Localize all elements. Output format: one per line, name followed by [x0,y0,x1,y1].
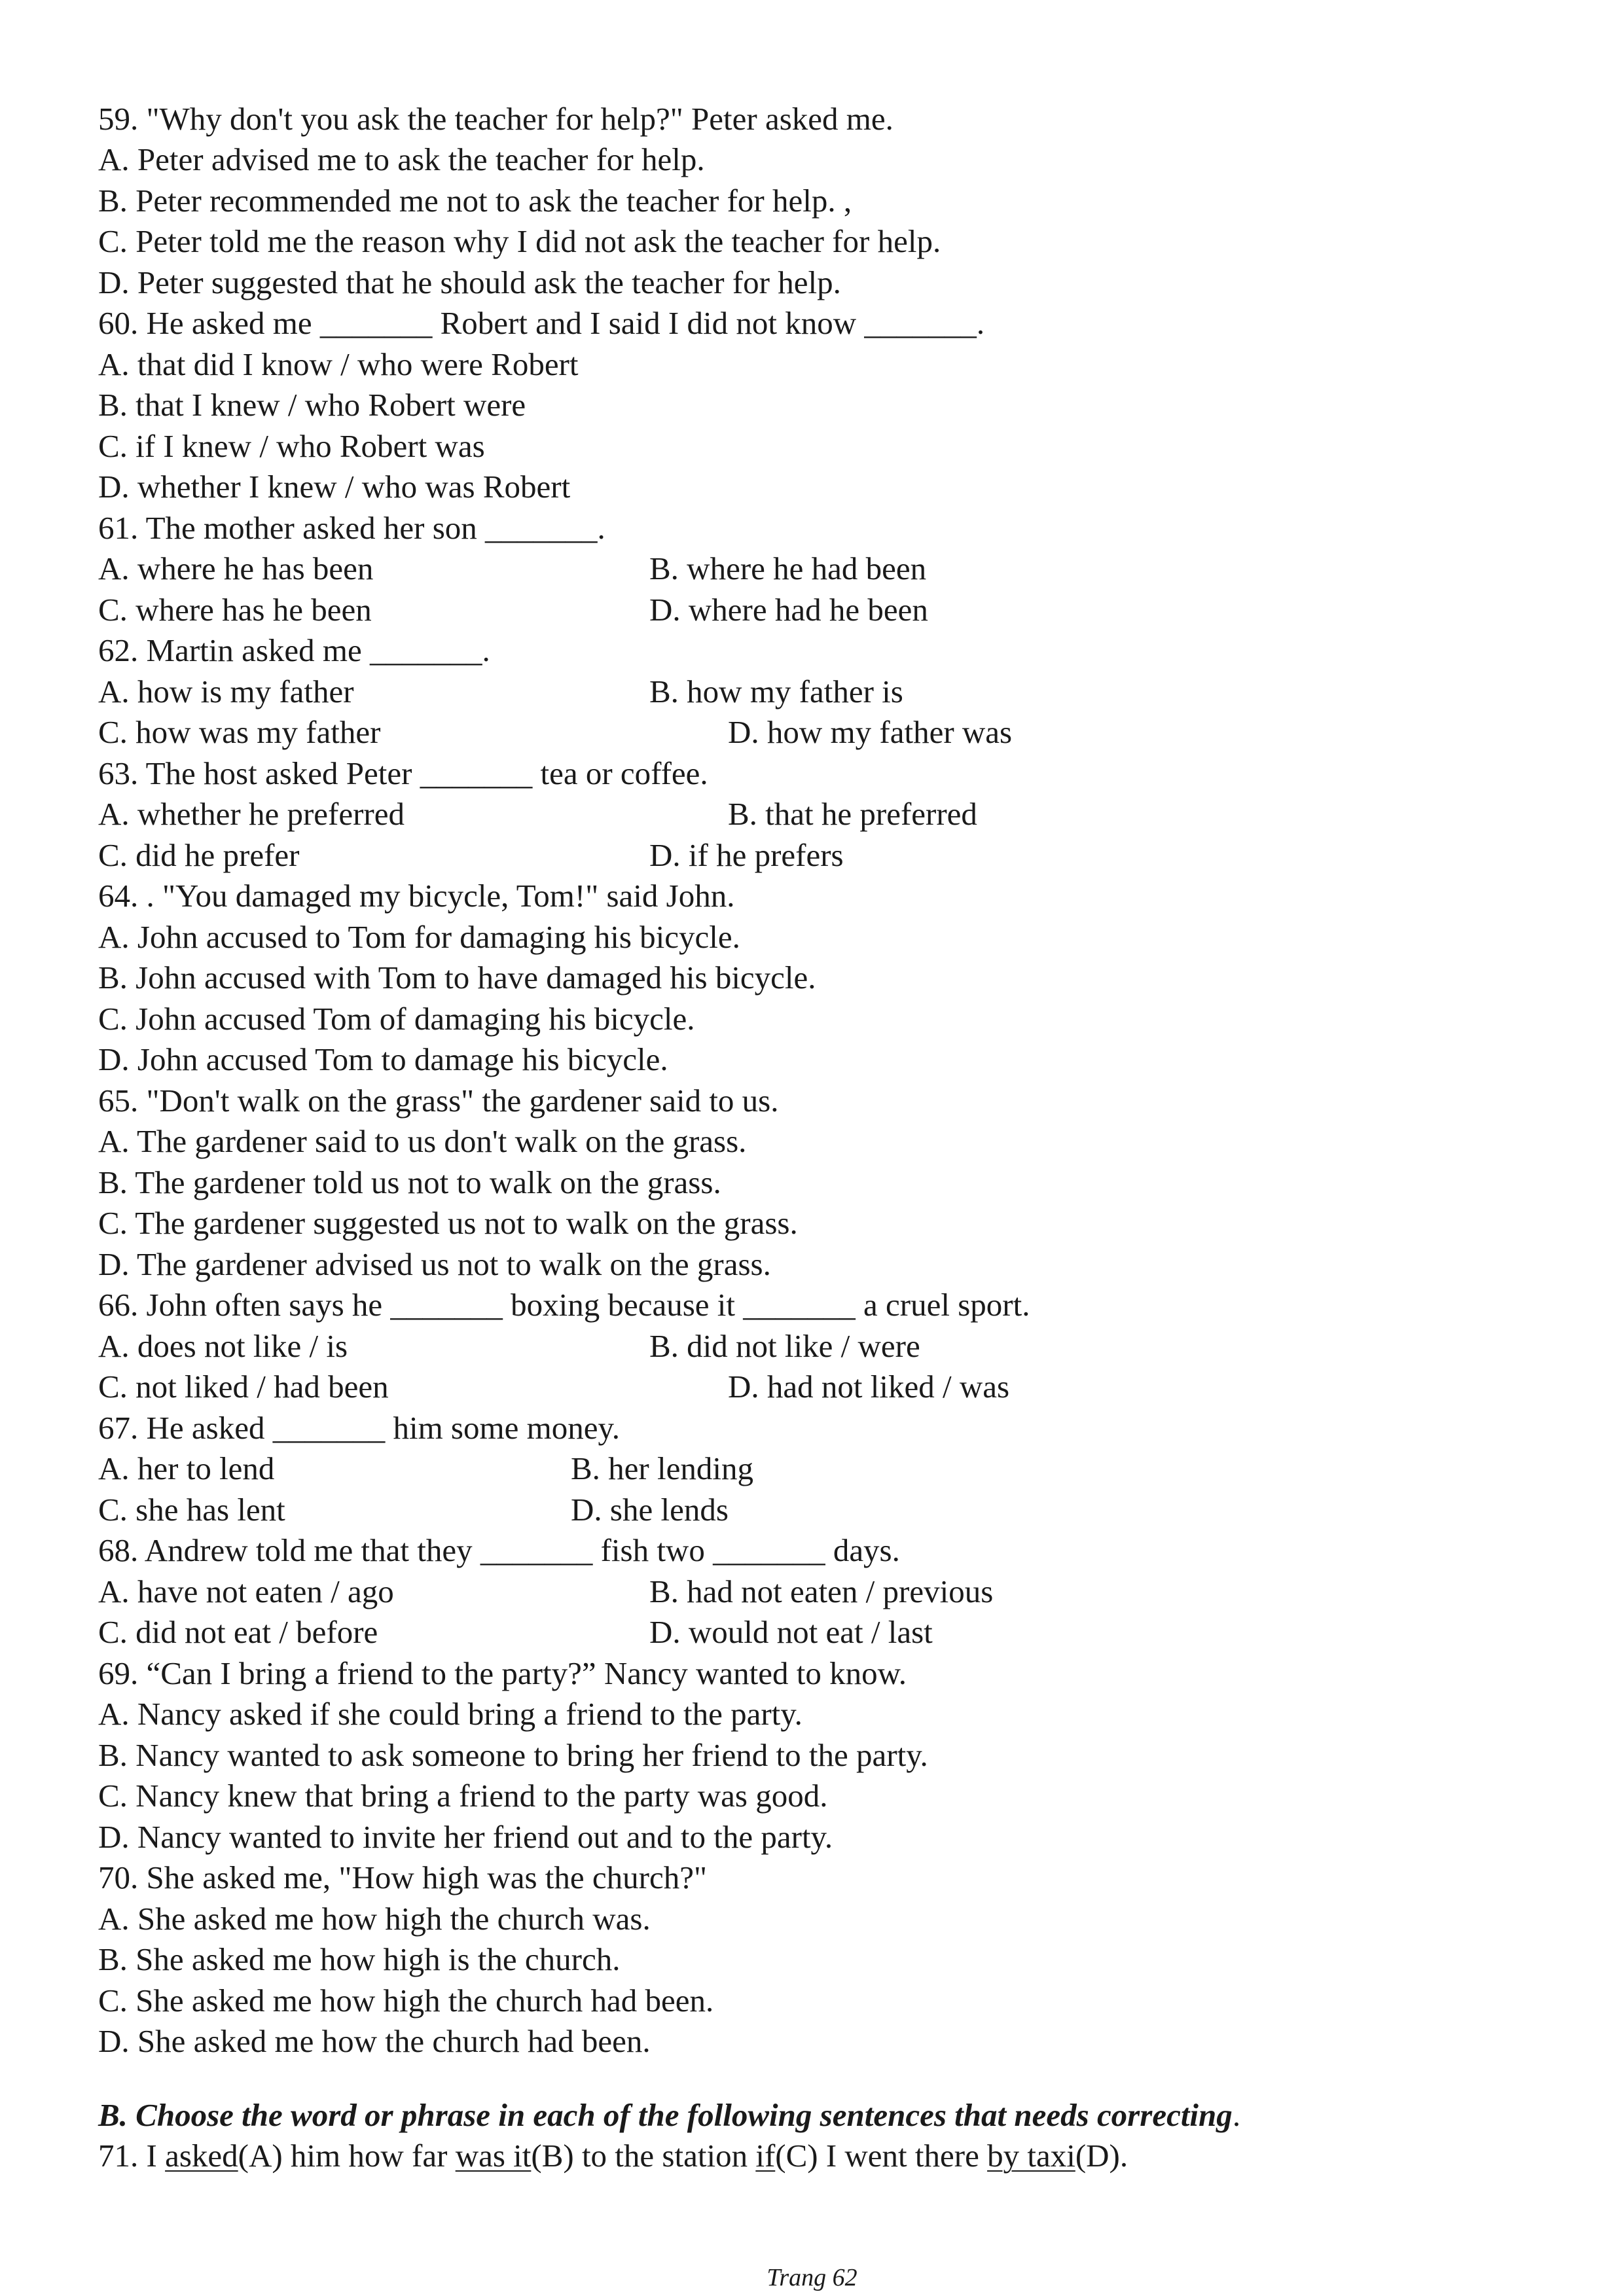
q71-text-after-c: (C) I went there [775,2138,988,2174]
q64-option-c: C. John accused Tom of damaging his bicycle. [98,1001,695,1037]
q70-option-a: A. She asked me how high the church was. [98,1901,651,1937]
q71-text-after-a: (A) him how far [238,2138,456,2174]
q62-option-a: A. how is my father [98,673,354,709]
q60-option-c: C. if I knew / who Robert was [98,428,485,464]
question-68-stem: 68. Andrew told me that they _______ fish two _______ days. [98,1532,900,1568]
q67-options-row-1 [98,1448,753,1489]
q60-option-b: B. that I knew / who Robert were [98,387,526,423]
q63-options-row-1 [98,794,977,834]
q68-option-d: D. would not eat / last [649,1614,933,1650]
q64-option-a: A. John accused to Tom for damaging his bicycle. [98,919,740,955]
question-64-stem: 64. . "You damaged my bicycle, Tom!" said John. [98,878,735,914]
q59-option-c: C. Peter told me the reason why I did not ask the teacher for help. [98,223,941,259]
q68-options-row-2 [98,1612,933,1653]
q61-options-row-2 [98,590,928,630]
q67-option-a: A. her to lend [98,1450,275,1486]
q63-option-c: C. did he prefer [98,837,300,873]
q67-options-row-2 [98,1490,729,1530]
q67-option-d: D. she lends [571,1492,729,1528]
q71-part-c: if [755,2138,776,2174]
q62-option-c: C. how was my father [98,714,381,750]
q71-part-d: by taxi [987,2138,1075,2174]
question-70-stem: 70. She asked me, "How high was the church?" [98,1859,707,1895]
q63-option-b: B. that he preferred [728,796,977,832]
q67-option-b: B. her lending [571,1450,753,1486]
q65-option-a: A. The gardener said to us don't walk on the grass. [98,1123,747,1159]
q70-option-b: B. She asked me how high is the church. [98,1941,621,1977]
q66-option-d: D. had not liked / was [728,1369,1010,1405]
q61-option-d: D. where had he been [649,592,928,628]
q65-option-c: C. The gardener suggested us not to walk on the grass. [98,1205,798,1241]
q69-option-a: A. Nancy asked if she could bring a friend to the party. [98,1696,803,1732]
q66-options-row-1 [98,1326,920,1367]
q67-option-c: C. she has lent [98,1492,285,1528]
section-b-heading [98,2095,1240,2136]
q71-text-after-b: (B) to the station [531,2138,756,2174]
q68-option-a: A. have not eaten / ago [98,1573,394,1609]
question-62-stem: 62. Martin asked me _______. [98,632,490,668]
q66-option-b: B. did not like / were [649,1328,920,1364]
question-66-stem: 66. John often says he _______ boxing because it _______ a cruel sport. [98,1287,1030,1323]
question-63-stem: 63. The host asked Peter _______ tea or coffee. [98,755,708,791]
section-b-heading-period: . [1232,2097,1241,2133]
q59-option-b: B. Peter recommended me not to ask the teacher for help. , [98,183,852,219]
q70-option-d: D. She asked me how the church had been. [98,2023,651,2059]
q63-options-row-2 [98,835,844,876]
q61-option-c: C. where has he been [98,592,372,628]
q61-option-a: A. where he has been [98,550,374,586]
question-67-stem: 67. He asked _______ him some money. [98,1410,621,1446]
q62-options-row-1 [98,672,903,712]
q59-option-d: D. Peter suggested that he should ask the teacher for help. [98,264,841,300]
q69-option-c: C. Nancy knew that bring a friend to the party was good. [98,1778,828,1814]
question-61-stem: 61. The mother asked her son _______. [98,510,605,546]
q70-option-c: C. She asked me how high the church had been. [98,1982,714,2018]
q69-option-d: D. Nancy wanted to invite her friend out and to the party. [98,1819,833,1855]
q68-options-row-1 [98,1571,994,1612]
page-number: Trang 62 [767,2264,857,2291]
q71-part-b: was it [455,2138,532,2174]
question-71 [98,2136,1128,2176]
question-60-stem: 60. He asked me _______ Robert and I said I did not know _______. [98,305,985,341]
q65-option-d: D. The gardener advised us not to walk on the grass. [98,1246,771,1282]
q65-option-b: B. The gardener told us not to walk on the grass. [98,1164,721,1200]
q66-options-row-2 [98,1367,1010,1407]
q60-option-a: A. that did I know / who were Robert [98,346,579,382]
question-65-stem: 65. "Don't walk on the grass" the gardener said to us. [98,1083,779,1119]
q68-option-c: C. did not eat / before [98,1614,378,1650]
q63-option-d: D. if he prefers [649,837,844,873]
q66-option-c: C. not liked / had been [98,1369,389,1405]
q61-options-row-1 [98,548,927,589]
q60-option-d: D. whether I knew / who was Robert [98,469,571,505]
q71-text-after-d: (D). [1075,2138,1128,2174]
q63-option-a: A. whether he preferred [98,796,405,832]
q62-option-d: D. how my father was [728,714,1013,750]
q62-options-row-2 [98,712,1013,753]
q66-option-a: A. does not like / is [98,1328,348,1364]
question-59-stem: 59. "Why don't you ask the teacher for help?" Peter asked me. [98,101,893,137]
q71-part-a: asked [165,2138,238,2174]
q69-option-b: B. Nancy wanted to ask someone to bring her friend to the party. [98,1737,928,1773]
q71-number: 71. I [98,2138,166,2174]
q61-option-b: B. where he had been [649,550,927,586]
q68-option-b: B. had not eaten / previous [649,1573,994,1609]
question-69-stem: 69. “Can I bring a friend to the party?” Nancy wanted to know. [98,1655,907,1691]
section-b-heading-text: B. Choose the word or phrase in each of the following sentences that needs correcting [98,2097,1233,2133]
q59-option-a: A. Peter advised me to ask the teacher for help. [98,141,705,177]
q64-option-b: B. John accused with Tom to have damaged his bicycle. [98,960,816,996]
q64-option-d: D. John accused Tom to damage his bicycle. [98,1041,668,1077]
q62-option-b: B. how my father is [649,673,903,709]
